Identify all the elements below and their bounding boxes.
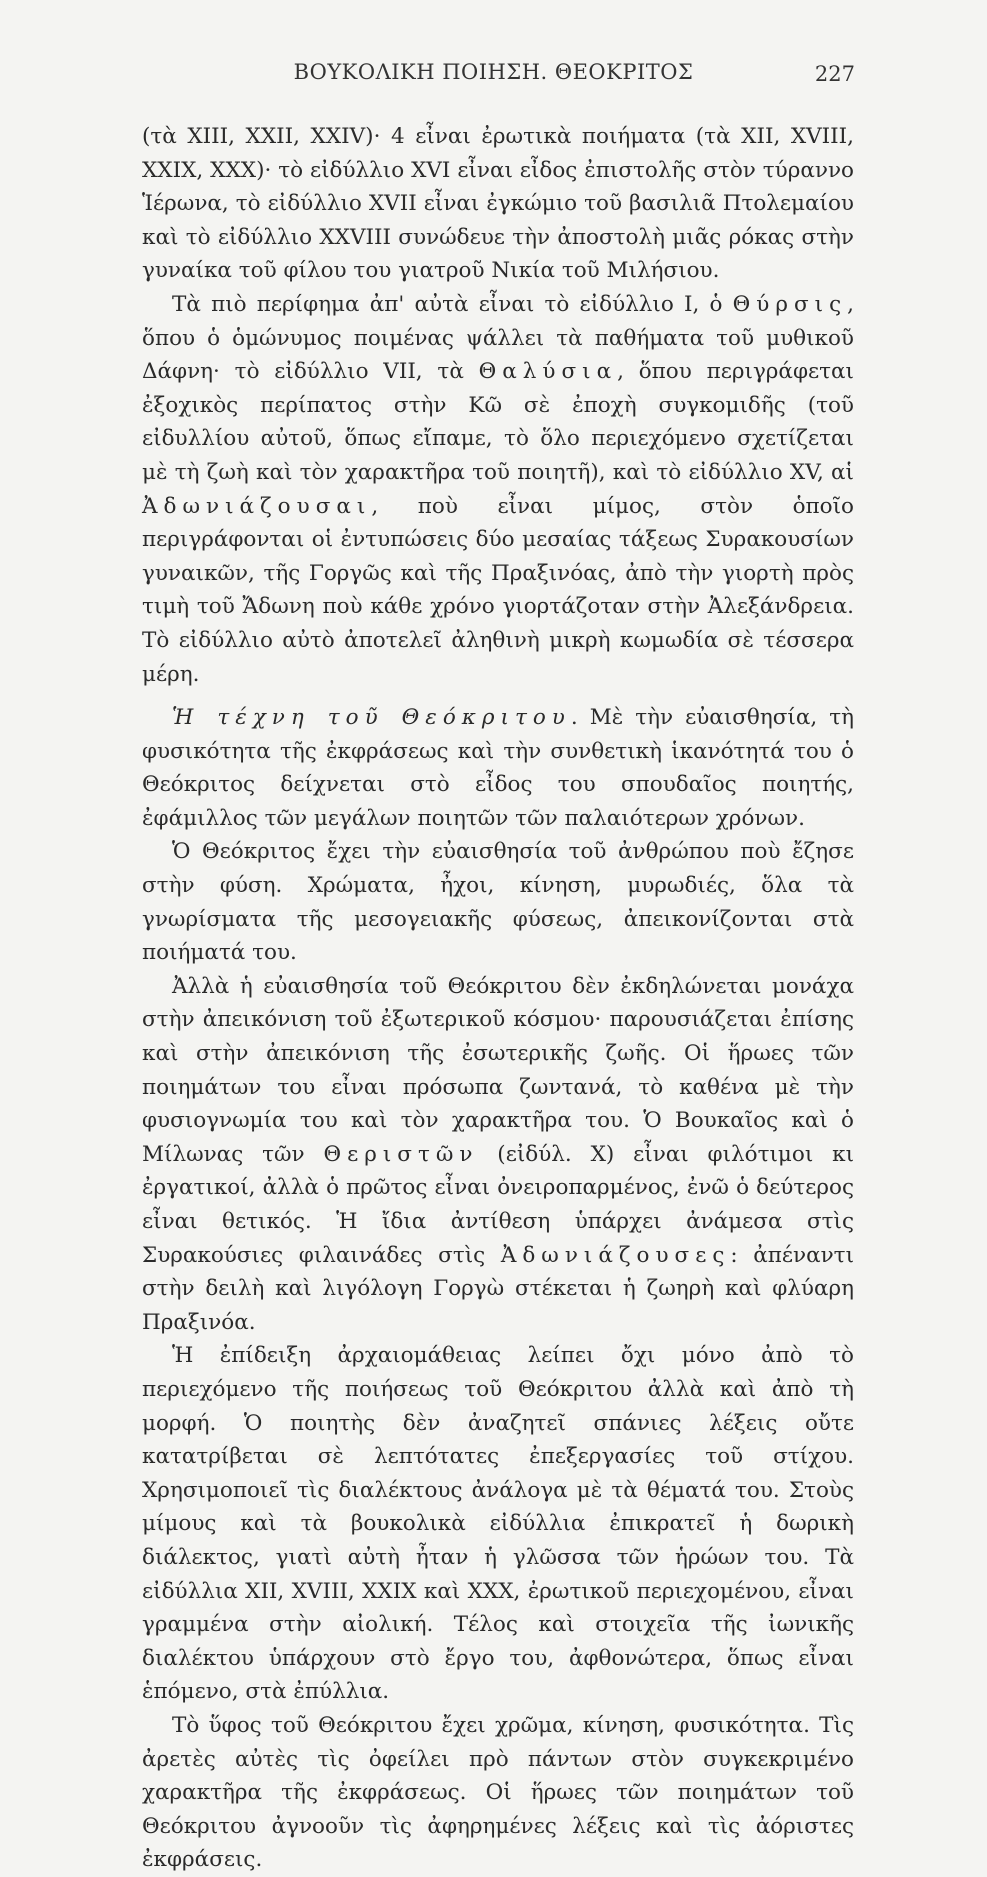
paragraph-text: , ὅπου ὁ ὁμώνυμος ποιμένας ψάλλει τὰ παθήματα τοῦ μυθικοῦ Δάφνη· τὸ εἰδύλλιο VII, τὰ bbox=[142, 291, 854, 385]
emphasized-term: Ἀδωνιάζουσες bbox=[500, 1242, 731, 1268]
paragraph-text: (τὰ XIII, XXII, XXIV)· 4 εἶναι ἐρωτικὰ ποιήματα (τὰ XII, XVIII, XXIX, XXX)· τὸ εἰδύλλιο XVI εἶναι εἶδος ἐπιστολῆς στὸν τύραννο Ἱέρωνα, τὸ εἰδύλλιο XVII εἶναι ἐγκώμιο τοῦ βασιλιᾶ Πτολεμαίου καὶ τὸ εἰδύλλιο XXVIII συνώδευε τὴν ἀποστολὴ μιᾶς ρόκας στὴν γυναίκα τοῦ φίλου του γιατροῦ Νικία τοῦ Μιλήσιου. bbox=[142, 124, 854, 284]
paragraph bbox=[142, 1709, 854, 1877]
page-number: 227 bbox=[814, 62, 855, 86]
emphasized-term: Θύρσις bbox=[732, 291, 848, 317]
paragraph-text: Ἀλλὰ ἡ εὐαισθησία τοῦ Θεόκριτου δὲν ἐκδηλώνεται μονάχα στὴν ἀπεικόνιση τοῦ ἐξωτερικοῦ κόσμου· παρουσιάζεται ἐπίσης καὶ στὴν ἀπεικόνιση τῆς ἐσωτερικῆς ζωῆς. Οἱ ἥρωες τῶν ποιημάτων του εἶναι πρόσωπα ζωντανά, τὸ καθένα μὲ τὴν φυσιογνωμία του καὶ τὸν χαρακτῆρα του. Ὁ Βουκαῖος καὶ ὁ Μίλωνας τῶν bbox=[142, 973, 854, 1167]
paragraph-text: Ὁ Θεόκριτος ἔχει τὴν εὐαισθησία τοῦ ἀνθρώπου ποὺ ἔζησε στὴν φύση. Χρώματα, ἦχοι, κίνηση, μυρωδιές, ὅλα τὰ γνωρίσματα τῆς μεσογειακῆς φύσεως, ἀπεικονίζονται στὰ ποιήματά του. bbox=[142, 839, 854, 966]
paragraph bbox=[142, 835, 854, 969]
paragraph-text: . Μὲ τὴν εὐαισθησία, τὴ φυσικότητα τῆς ἐκφράσεως καὶ τὴν συνθετικὴ ἱκανότητά του ὁ Θεόκριτος δείχνεται στὸ εἶδος του σπουδαῖος ποιητής, ἐφάμιλλος τῶν μεγάλων ποιητῶν τῶν παλαιότερων χρόνων. bbox=[142, 705, 854, 831]
paragraph bbox=[142, 120, 854, 288]
paragraph-text: , ποὺ εἶναι μίμος, στὸν ὁποῖο περιγράφονται οἱ ἐντυπώσεις δύο μεσαίας τάξεως Συρακουσίων γυναικῶν, τῆς Γοργῶς καὶ τῆς Πραξινόας, ἀπὸ τὴν γιορτὴ πρὸς τιμὴ τοῦ Ἄδωνη ποὺ κάθε χρόνο γιορτάζοταν στὴν Ἀλεξάνδρεια. Τὸ εἰδύλλιο αὐτὸ ἀποτελεῖ ἀληθινὴ μικρὴ κωμωδία σὲ τέσσερα μέρη. bbox=[142, 493, 854, 687]
paragraph-text: Τὸ ὕφος τοῦ Θεόκριτου ἔχει χρῶμα, κίνηση, φυσικότητα. Τὶς ἀρετὲς αὐτὲς τὶς ὀφείλει πρὸ πάντων στὸν συγκεκριμένο χαρακτῆρα τῆς ἐκφράσεως. Οἱ ἥρωες τῶν ποιημάτων τοῦ Θεόκριτου ἀγνοοῦν τὶς ἀφηρημένες λέξεις καὶ τὶς ἀόριστες ἐκφράσεις. bbox=[142, 1712, 854, 1873]
paragraph-text: Τὰ πιὸ περίφημα ἀπ' αὐτὰ εἶναι τὸ εἰδύλλιο I, ὁ bbox=[172, 291, 733, 317]
body-text bbox=[142, 120, 854, 1877]
paragraph bbox=[142, 701, 854, 835]
running-head bbox=[0, 60, 987, 90]
emphasized-term: Ἀδωνιάζουσαι bbox=[142, 493, 372, 519]
emphasized-term: Θαλύσια bbox=[478, 359, 618, 385]
paragraph-text: : ἀπέναντι στὴν δειλὴ καὶ λιγόλογη Γοργὼ στέκεται ἡ ζωηρὴ καὶ φλύαρη Πραξινόα. bbox=[142, 1242, 855, 1335]
paragraph bbox=[142, 288, 854, 691]
paragraph-text: (εἰδύλ. X) εἶναι φιλότιμοι κι ἐργατικοί, ἀλλὰ ὁ πρῶτος εἶναι ὀνειροπαρμένος, ἐνῶ ὁ δεύτερος εἶναι θετικός. Ἡ ἴδια ἀντίθεση ὑπάρχει ἀνάμεσα στὶς Συρακούσιες φιλαινάδες στὶς bbox=[142, 1141, 854, 1268]
paragraph bbox=[142, 1339, 854, 1709]
paragraph-text: , ὅπου περιγράφεται ἐξοχικὸς περίπατος στὴν Κῶ σὲ ἐποχὴ συγκομιδῆς (τοῦ εἰδυλλίου αὐτοῦ, ὅπως εἴπαμε, τὸ ὅλο περιεχόμενο σχετίζεται μὲ τὴ ζωὴ καὶ τὸν χαρακτῆρα τοῦ ποιητῆ), καὶ τὸ εἰδύλλιο XV, αἱ bbox=[142, 359, 854, 485]
running-header-title: ΒΟΥΚΟΛΙΚΗ ΠΟΙΗΣΗ. ΘΕΟΚΡΙΤΟΣ bbox=[293, 60, 694, 84]
emphasized-term: Θεριστῶν bbox=[323, 1141, 479, 1167]
paragraph bbox=[142, 970, 854, 1340]
emphasized-term: Ἡ τέχνη τοῦ Θεόκριτου bbox=[172, 705, 571, 731]
paragraph-text: Ἡ ἐπίδειξη ἀρχαιομάθειας λείπει ὄχι μόνο ἀπὸ τὸ περιεχόμενο τῆς ποιήσεως τοῦ Θεόκριτου ἀλλὰ καὶ ἀπὸ τὴ μορφή. Ὁ ποιητὴς δὲν ἀναζητεῖ σπάνιες λέξεις οὔτε κατατρίβεται σὲ λεπτότατες ἐπεξεργασίες τοῦ στίχου. Χρησιμοποιεῖ τὶς διαλέκτους ἀνάλογα μὲ τὰ θέματά του. Στοὺς μίμους καὶ τὰ βουκολικὰ εἰδύλλια ἐπικρατεῖ ἡ δωρικὴ διάλεκτος, γιατὶ αὐτὴ ἦταν ἡ γλῶσσα τῶν ἡρώων του. Τὰ εἰδύλλια XII, XVIII, XXIX καὶ XXX, ἐρωτικοῦ περιεχομένου, εἶναι γραμμένα στὴν αἰολική. Τέλος καὶ στοιχεῖα τῆς ἰωνικῆς διαλέκτου ὑπάρχουν στὸ ἔργο του, ἀφθονώτερα, ὅπως εἶναι ἑπόμενο, στὰ ἐπύλλια. bbox=[142, 1343, 854, 1705]
